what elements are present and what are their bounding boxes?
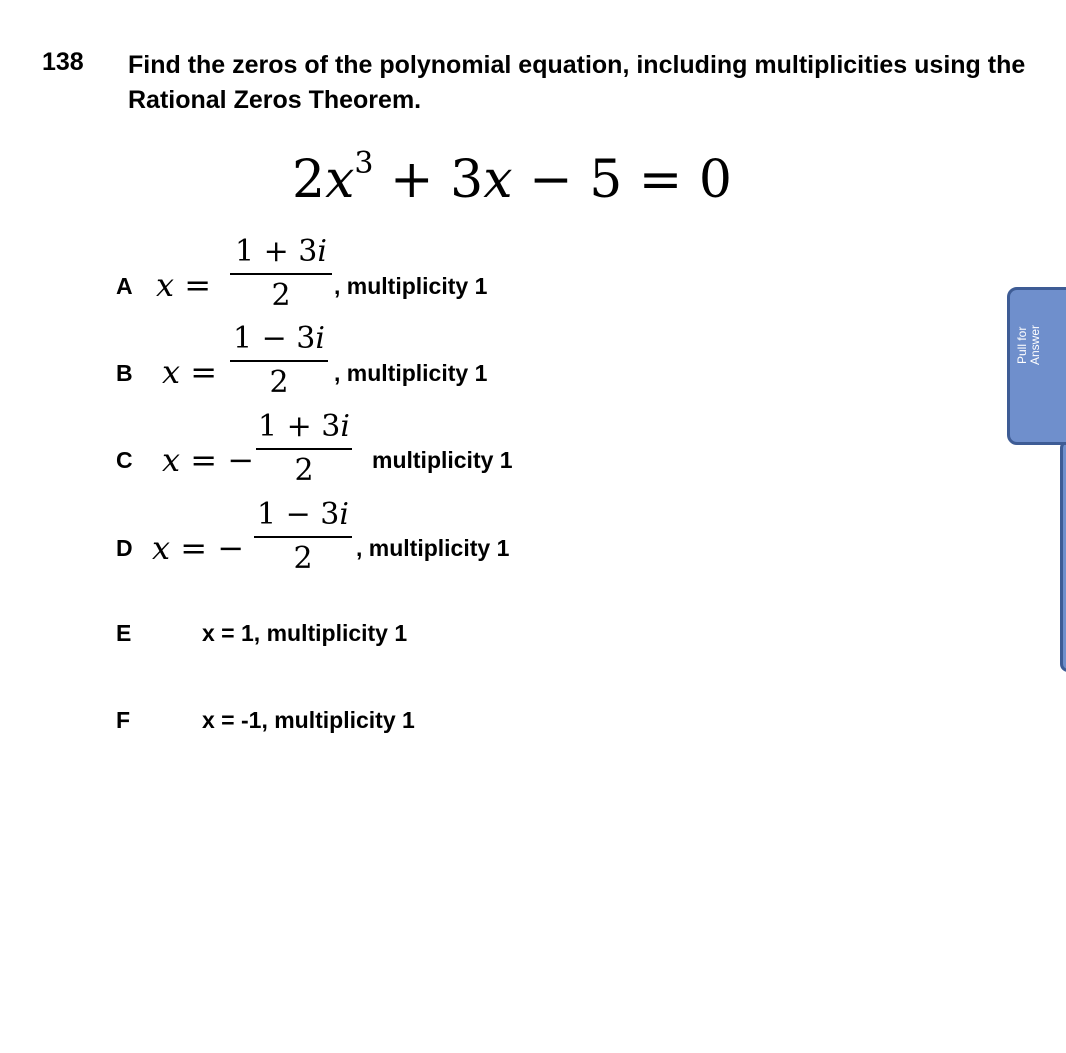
- choice-e[interactable]: [116, 620, 676, 652]
- pull-tab-line-2: Answer: [1028, 325, 1042, 366]
- choice-a[interactable]: [116, 235, 676, 325]
- choice-lhs: [156, 266, 211, 304]
- choice-lhs: [162, 353, 217, 391]
- choice-multiplicity: multiplicity 1: [372, 447, 513, 473]
- fraction-denominator: 2: [269, 365, 289, 400]
- pull-tab-label: [1016, 300, 1056, 390]
- choice-multiplicity: , multiplicity 1: [334, 273, 488, 299]
- fraction-bar: [230, 360, 328, 362]
- choice-d[interactable]: [116, 498, 676, 588]
- choice-letter: C: [116, 447, 133, 473]
- choice-lhs: [162, 441, 254, 479]
- equation-coef: 2: [292, 150, 326, 210]
- numerator-text: 1 − 3: [233, 321, 316, 356]
- choice-letter: A: [116, 273, 133, 299]
- lhs-variable: x: [162, 353, 181, 391]
- lhs-operator: = −: [180, 441, 255, 479]
- choice-letter: B: [116, 360, 133, 386]
- fraction-denominator: 2: [271, 278, 291, 313]
- equation-middle: + 3: [373, 150, 484, 210]
- numerator-var: i: [315, 321, 325, 356]
- fraction-numerator: [256, 410, 352, 444]
- lhs-operator: =: [174, 266, 212, 304]
- polynomial-equation: [292, 145, 732, 215]
- fraction-bar: [256, 448, 352, 450]
- pull-tab-line-1: Pull for: [1015, 326, 1029, 364]
- lhs-variable: x: [162, 441, 181, 479]
- lhs-variable: x: [152, 529, 171, 567]
- question-text: Find the zeros of the polynomial equation, including multiplicities using the Rational Zeros Theorem.: [128, 51, 1026, 114]
- fraction-denominator: 2: [294, 453, 314, 488]
- choice-lhs: [152, 529, 244, 567]
- fraction-numerator: [230, 322, 328, 356]
- choice-c[interactable]: [116, 410, 676, 500]
- fraction-numerator: [230, 235, 332, 269]
- question-number: 138: [42, 48, 84, 76]
- equation-var-1: x: [325, 150, 355, 210]
- fraction-bar: [254, 536, 352, 538]
- choice-fraction: [230, 235, 332, 313]
- equation-var-2: x: [483, 150, 513, 210]
- choice-f[interactable]: [116, 707, 676, 739]
- choice-letter: D: [116, 535, 133, 561]
- numerator-text: 1 + 3: [235, 234, 318, 269]
- choice-text: x = 1, multiplicity 1: [202, 620, 408, 646]
- choice-fraction: [254, 498, 352, 576]
- numerator-text: 1 + 3: [258, 409, 341, 444]
- choice-fraction: [230, 322, 328, 400]
- lhs-operator: =: [180, 353, 218, 391]
- pull-tab-strip[interactable]: [1060, 440, 1066, 672]
- fraction-denominator: 2: [293, 541, 313, 576]
- choice-multiplicity: , multiplicity 1: [334, 360, 488, 386]
- choice-multiplicity: , multiplicity 1: [356, 535, 510, 561]
- numerator-text: 1 − 3: [257, 497, 340, 532]
- numerator-var: i: [317, 234, 327, 269]
- lhs-variable: x: [156, 266, 175, 304]
- choice-b[interactable]: [116, 322, 676, 412]
- equation-tail: − 5 = 0: [512, 150, 732, 210]
- equation-exponent: 3: [354, 146, 374, 181]
- choice-letter: E: [116, 620, 132, 646]
- lhs-operator: = −: [170, 529, 245, 567]
- choice-fraction: [256, 410, 352, 488]
- fraction-bar: [230, 273, 332, 275]
- numerator-var: i: [339, 497, 349, 532]
- fraction-numerator: [254, 498, 352, 532]
- choice-text: x = -1, multiplicity 1: [202, 707, 415, 733]
- numerator-var: i: [340, 409, 350, 444]
- choice-letter: F: [116, 707, 131, 733]
